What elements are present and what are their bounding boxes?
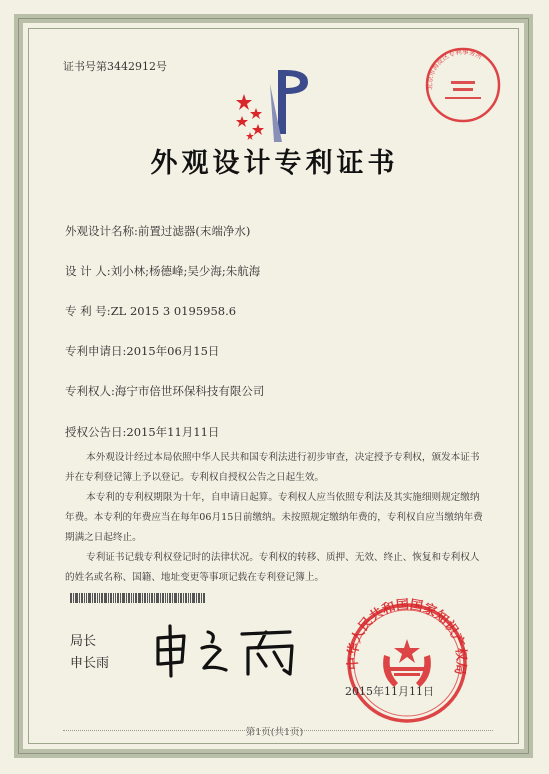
patentee-label: 专利权人: — [65, 384, 115, 398]
design-name-value: 前置过滤器(末端净水) — [137, 224, 251, 238]
issue-date: 2015年11月11日 — [345, 685, 434, 698]
designer-label: 设 计 人: — [65, 264, 111, 278]
page-number: 第1页(共1页) — [245, 727, 304, 738]
grant-date-value: 2015年11月11日 — [126, 425, 220, 439]
body-paragraph-1: 本外观设计经过本局依照中华人民共和国专利法进行初步审查，决定授予专利权，颁发本证书并在专利登记簿上予以登记。专利权自授权公告之日起生效。 — [65, 452, 480, 483]
filing-date-row — [65, 343, 219, 359]
svg-text:中华人民共和国国家知识产权局 — [345, 597, 470, 676]
designer-row — [65, 263, 260, 279]
agency-seal-text: 北京市海淀区专利事务所 — [425, 48, 484, 90]
body-paragraph-3: 专利证书记载专利权登记时的法律状况。专利权的转移、质押、无效、终止、恢复和专利权人的姓名或名称、国籍、地址变更等事项记载在专利登记簿上。 — [65, 552, 480, 583]
patent-number-label: 专 利 号: — [65, 304, 111, 318]
patentee-row — [65, 383, 264, 399]
agency-seal — [423, 45, 503, 125]
patent-number-row — [65, 303, 236, 319]
sipo-logo-icon — [226, 64, 326, 148]
official-seal — [332, 595, 482, 725]
designer-value: 刘小林;杨德峰;吴少海;朱航海 — [110, 264, 261, 278]
patentee-value: 海宁市倍世环保科技有限公司 — [114, 384, 265, 398]
barcode — [70, 593, 275, 603]
design-name-row — [65, 223, 250, 239]
filing-date-value: 2015年06月15日 — [126, 344, 220, 358]
certificate-title: 外观设计专利证书 — [150, 148, 399, 179]
director-name: 申长雨 — [70, 656, 110, 671]
grant-date-label: 授权公告日: — [65, 425, 127, 439]
design-name-label: 外观设计名称: — [65, 224, 138, 238]
body-paragraph-2: 本专利的专利权期限为十年，自申请日起算。专利权人应当依照专利法及其实施细则规定缴纳年费。本专利的年费应当在每年06月15日前缴纳。未按照规定缴纳年费的，专利权自应当缴纳年费期满之日起终止。 — [65, 492, 483, 543]
seal-arc-text: 中华人民共和国国家知识产权局 — [345, 597, 469, 676]
grant-date-row — [65, 424, 219, 440]
certificate-number: 证书号第3442912号 — [63, 60, 167, 73]
certificate-body — [65, 448, 485, 588]
patent-number-value: ZL 2015 3 0195958.6 — [110, 304, 237, 318]
director-title: 局长 — [70, 634, 97, 649]
handwritten-signature — [150, 620, 310, 680]
filing-date-label: 专利申请日: — [65, 344, 127, 358]
